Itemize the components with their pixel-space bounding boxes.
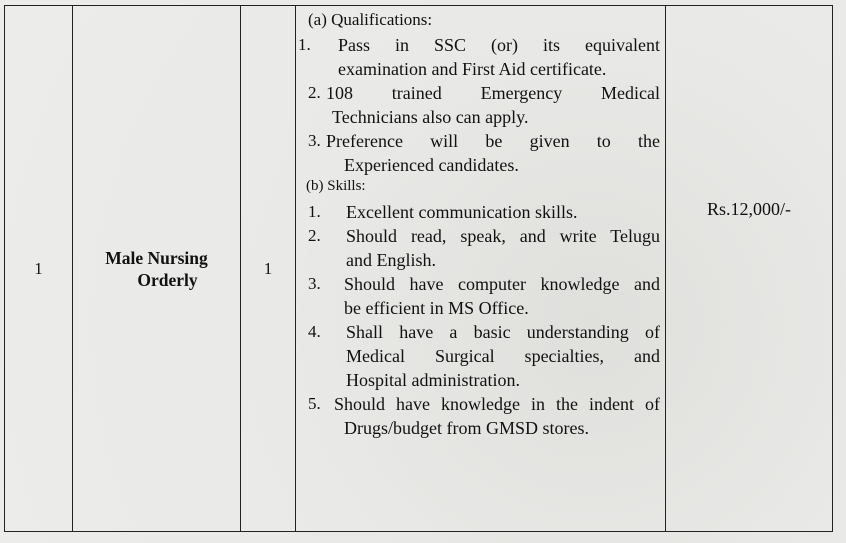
vacancy-count-cell [241, 6, 296, 532]
skill-5-line-1: Should have knowledge in the indent of [334, 394, 660, 414]
skill-3-line-2: be efficient in MS Office. [344, 298, 529, 318]
skill-number-2: 2. [308, 226, 321, 245]
pay-amount: Rs.12,000/- [706, 199, 791, 219]
skill-1-line-1: Excellent communication skills. [346, 202, 578, 222]
qualifications-heading: (a) Qualifications: [308, 10, 433, 29]
vacancy-count: 1 [263, 258, 273, 278]
qualification-number-3: 3. [308, 131, 321, 150]
serial-number-cell [5, 6, 73, 532]
qualification-3-line-2: Experienced candidates. [344, 155, 519, 175]
skill-number-3: 3. [308, 274, 321, 293]
skill-4-line-1: Shall have a basic understanding of [346, 322, 660, 342]
skill-5-line-2: Drugs/budget from GMSD stores. [344, 418, 589, 438]
job-table [4, 5, 833, 532]
skill-3-line-1: Should have computer knowledge and [344, 274, 660, 294]
post-name [73, 247, 240, 291]
pay-cell [666, 6, 833, 532]
skill-2-line-1: Should read, speak, and write Telugu [346, 226, 660, 246]
skill-number-5: 5. [308, 394, 321, 413]
qualifications-content [296, 6, 665, 531]
skills-heading: (b) Skills: [306, 178, 366, 194]
qualification-1-line-1: Pass in SSC (or) its equivalent [338, 35, 660, 55]
qualification-1-line-2: examination and First Aid certificate. [338, 59, 607, 79]
post-name-line-2: Orderly [137, 269, 198, 290]
skill-number-1: 1. [308, 202, 321, 221]
qualifications-cell [296, 6, 666, 532]
skill-4-line-3: Hospital administration. [346, 370, 520, 390]
table-row [5, 6, 833, 532]
skill-2-line-2: and English. [346, 250, 436, 270]
qualification-number-1: 1. [298, 35, 311, 54]
qualification-2-line-2: Technicians also can apply. [332, 107, 529, 127]
serial-number: 1 [34, 258, 43, 278]
qualification-2-line-1: 108 trained Emergency Medical [326, 83, 660, 103]
skill-number-4: 4. [308, 322, 321, 341]
qualification-number-2: 2. [308, 83, 321, 102]
post-name-line-1: Male Nursing [105, 247, 208, 268]
qualification-3-line-1: Preference will be given to the [326, 131, 660, 151]
skill-4-line-2: Medical Surgical specialties, and [346, 346, 660, 366]
post-name-cell [73, 6, 241, 532]
